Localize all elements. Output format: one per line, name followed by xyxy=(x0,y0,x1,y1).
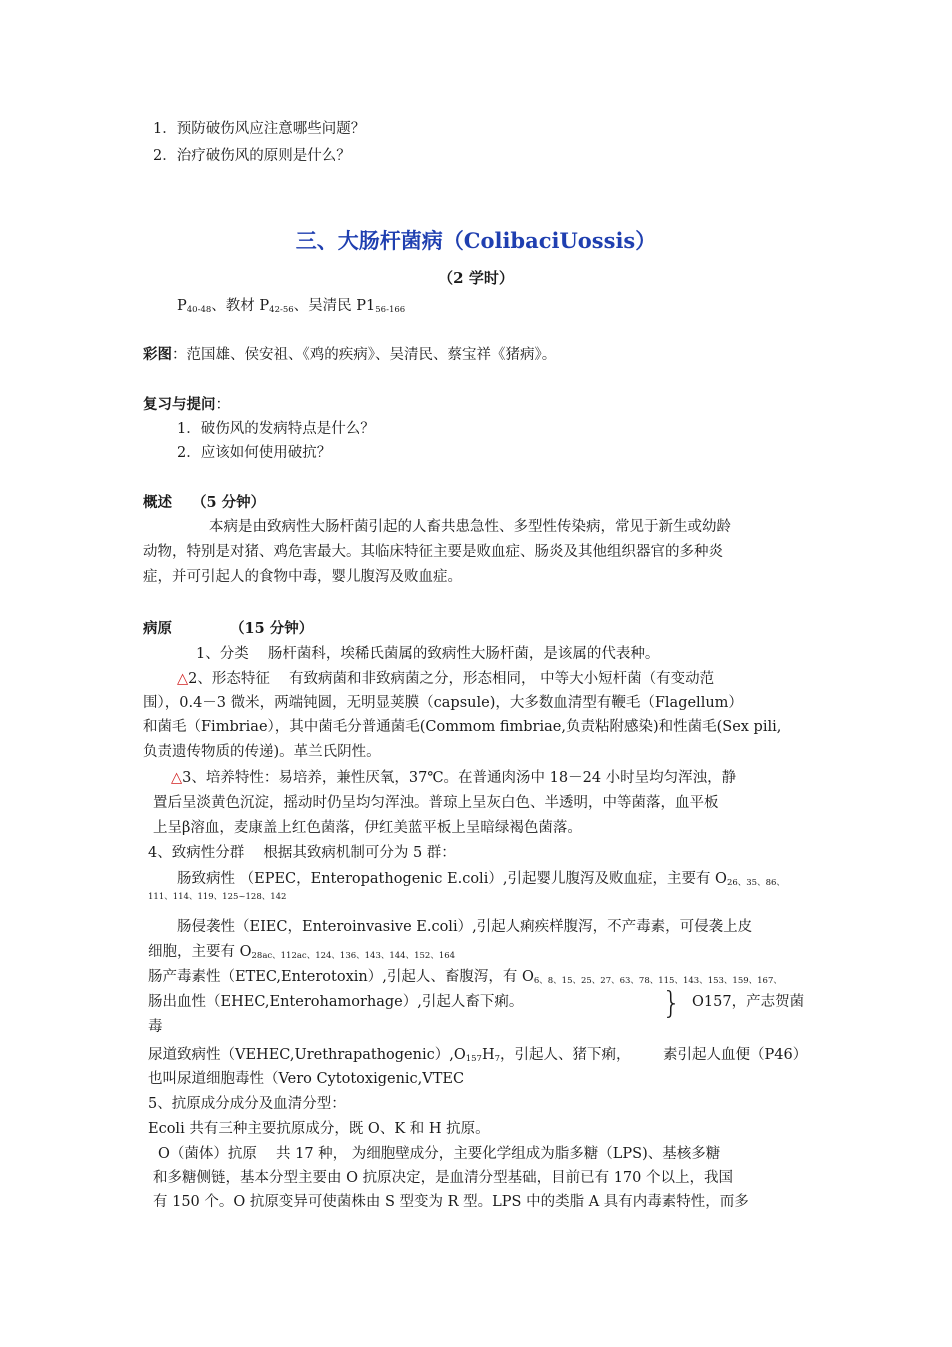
o-antigen-line-3: 有 150 个。O 抗原变异可使菌株由 S 型变为 R 型。LPS 中的类脂 A 具有内毒素特性，而多 xyxy=(153,1194,749,1210)
o157-note: O157，产志贺菌 xyxy=(692,994,805,1010)
color-figures: 彩图：范国雄、侯安祖、《鸡的疾病》、吴清民、蔡宝祥《猪病》。 xyxy=(143,346,557,363)
triangle-mark-icon: △ xyxy=(171,770,183,786)
review-heading: 复习与提问： xyxy=(143,396,230,413)
overview-line-1: 本病是由致病性大肠杆菌引起的人畜共患急性、多型性传染病，常见于新生或幼龄 xyxy=(209,519,731,535)
etiology-time: （15 分钟） xyxy=(230,620,314,637)
reference-pages: $P_{40-48}$、教材 $P_{42-56}$、吴清民 $P1_{56-166}$ xyxy=(177,298,406,315)
o-antigen-line-2: 和多糖侧链，基本分型主要由 O 抗原决定，是血清分型基础，目前已有 170 个以上，我国 xyxy=(153,1170,733,1186)
ehec-line-2: 毒 xyxy=(148,1019,163,1035)
pathogenic-groups-heading: 4、致病性分群 根据其致病机制可分为 5 群： xyxy=(148,845,456,861)
overview-line-2: 动物，特别是对猪、鸡危害最大。其临床特征主要是败血症、肠炎及其他组织器官的多种炎 xyxy=(143,544,723,560)
previous-question-2: 2．治疗破伤风的原则是什么？ xyxy=(153,148,351,164)
morphology-line-3: 和菌毛（Fimbriae），其中菌毛分普通菌毛(Commom fimbriae,负责粘附感染)和性菌毛(Sex pili, xyxy=(143,719,782,735)
antigen-heading: 5、抗原成分成分及血清分型： xyxy=(148,1096,346,1112)
right-brace-icon: } xyxy=(662,986,682,1021)
morphology-line-1: △2、形态特征 有致病菌和非致病菌之分，形态相同， 中等大小短杆菌（有变动范 xyxy=(177,671,715,687)
etiology-heading: 病原 xyxy=(143,620,172,637)
class-hours: （2 学时） xyxy=(438,269,514,287)
ehec-line: 肠出血性（EHEC,Enterohamorhage）,引起人畜下痢。 xyxy=(148,994,524,1010)
chapter-title: 三、大肠杆菌病（ColibaciUossis） xyxy=(295,228,657,253)
morphology-line-4: 负责遗传物质的传递)。革兰氏阴性。 xyxy=(143,744,381,760)
epec-line: 肠致病性 （EPEC，Enteropathogenic E.coli）,引起婴儿腹泻及败血症，主要有 $O_{26、35、86、}$ xyxy=(177,871,785,888)
review-question-1: 1．破伤风的发病特点是什么？ xyxy=(177,421,375,437)
culture-line-1: △3、培养特性：易培养，兼性厌氧，37℃。在普通肉汤中 18－24 小时呈均匀浑浊，静 xyxy=(171,770,737,786)
o-antigen-line-1: O（菌体）抗原 共 17 种， 为细胞壁成分，主要化学组成为脂多糖（LPS)、基核多糖 xyxy=(158,1146,721,1162)
culture-line-3: 上呈β溶血，麦康盖上红色菌落，伊红美蓝平板上呈暗绿褐色菌落。 xyxy=(153,820,582,836)
previous-question-1: 1．预防破伤风应注意哪些问题？ xyxy=(153,121,366,137)
triangle-mark-icon: △ xyxy=(177,671,189,687)
review-question-2: 2．应该如何使用破抗？ xyxy=(177,445,332,461)
vehec-line: 尿道致病性$(VEHEC,Urethrapathogenic),O_{157}H_7$，引起人、猪下痢， xyxy=(148,1047,631,1064)
morphology-line-2: 围），0.4－3 微米，两端钝圆，无明显荚膜（capsule)，大多数血清型有鞭毛（Flagellum） xyxy=(143,695,743,711)
culture-line-2: 置后呈淡黄色沉淀，摇动时仍呈均匀浑浊。普琼上呈灰白色、半透明，中等菌落，血平板 xyxy=(153,795,719,811)
antigen-intro: Ecoli 共有三种主要抗原成分，既 O、K 和 H 抗原。 xyxy=(148,1121,490,1137)
vtec-line: 也叫尿道细胞毒性（Vero Cytotoxigenic,VTEC xyxy=(148,1071,465,1087)
overview-heading: 概述 xyxy=(143,494,172,511)
overview-line-3: 症，并可引起人的食物中毒，婴儿腹泻及败血症。 xyxy=(143,569,462,585)
epec-serotypes: 111、114、119、125~128、142 xyxy=(148,892,287,902)
overview-time: （5 分钟） xyxy=(192,494,266,511)
eiec-line-2: 细胞，主要有 $O_{28ac、112ac、124、136、143、144、152、164}$ xyxy=(148,944,456,961)
eiec-line: 肠侵袭性（EIEC，Enteroinvasive E.coli）,引起人痢疾样腹泻，不产毒素，可侵袭上皮 xyxy=(177,919,753,935)
etec-line: 肠产毒素性（ETEC,Enterotoxin）,引起人、畜腹泻，有 $O_{6、8、15、25、27、63、78、115、143、153、159、167、}$ xyxy=(148,969,782,986)
bloody-stool-note: 素引起人血便（P46） xyxy=(663,1047,808,1063)
classification: 1、分类 肠杆菌科，埃稀氏菌属的致病性大肠杆菌，是该属的代表种。 xyxy=(196,646,660,662)
